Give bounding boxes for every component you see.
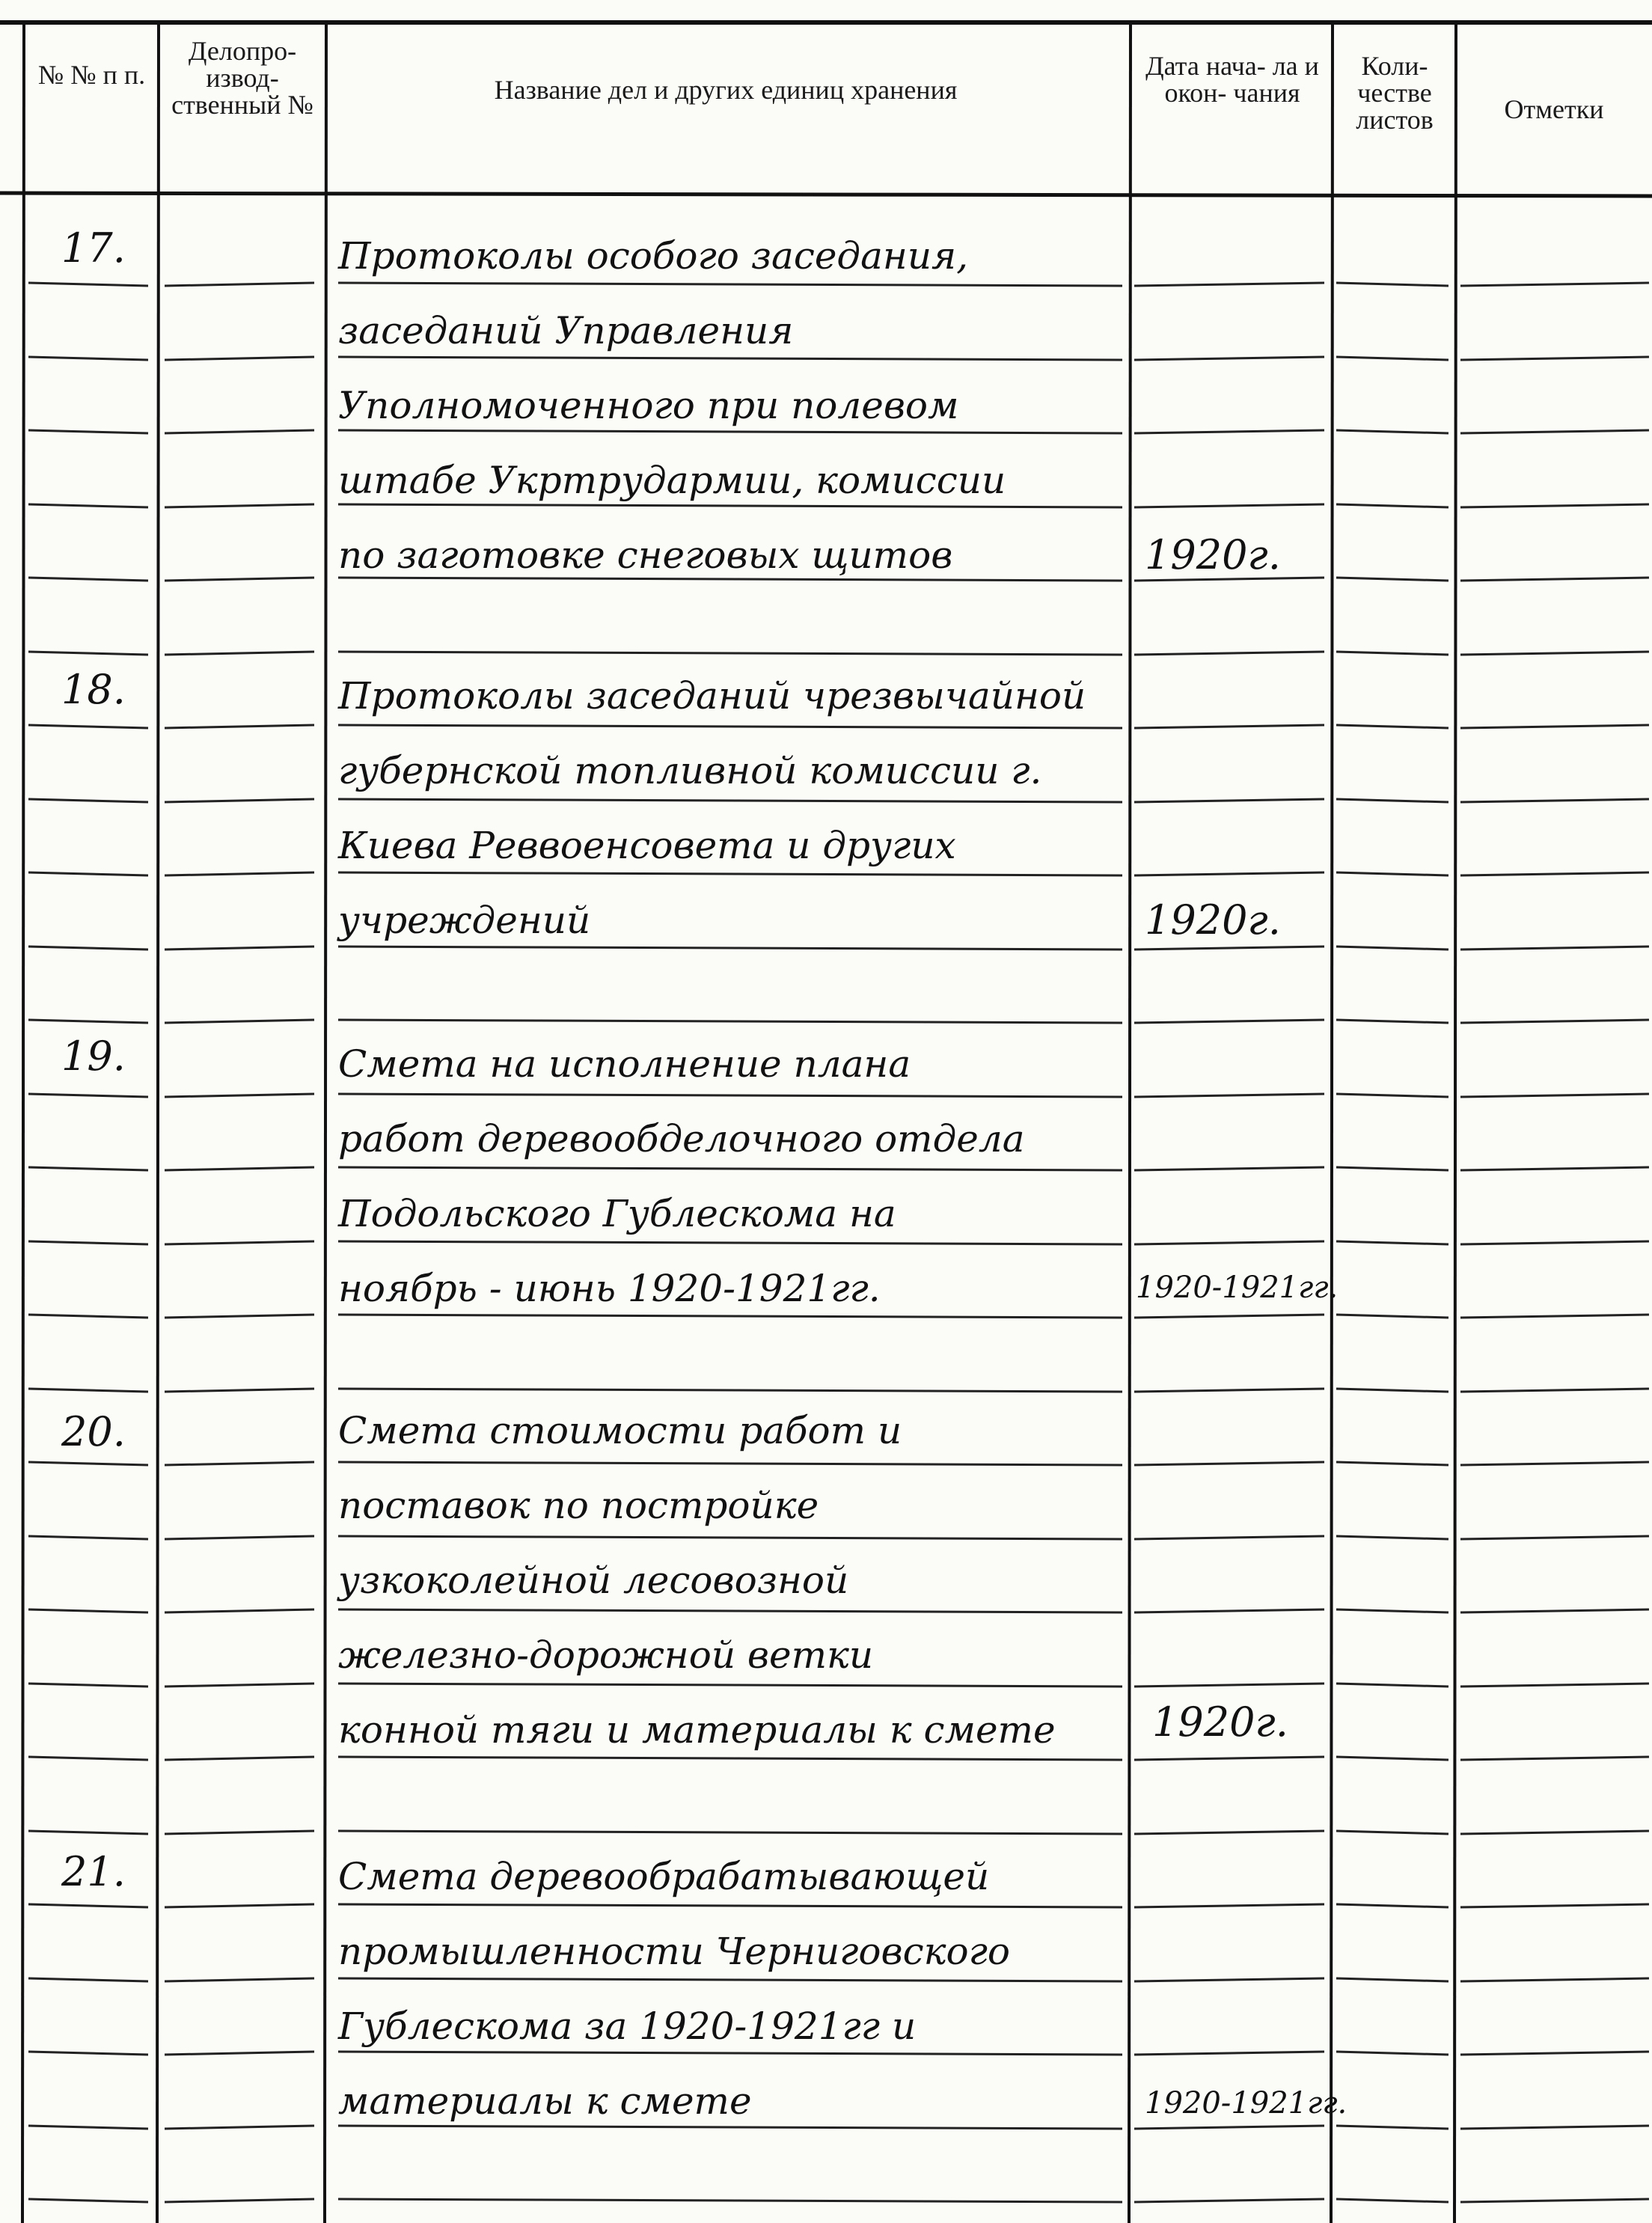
ruled-line — [1134, 1978, 1324, 1981]
ruled-line — [1336, 2052, 1448, 2055]
ruled-line — [1460, 1094, 1649, 1097]
ruled-line — [28, 1684, 148, 1687]
ruled-line — [338, 1831, 1122, 1834]
header-notes — [1460, 96, 1648, 123]
ruled-line — [1460, 1241, 1649, 1244]
record-date: 1920г. — [1152, 1698, 1288, 1746]
ruled-line — [28, 1757, 148, 1760]
ruled-line — [1134, 725, 1324, 728]
ruled-line — [165, 1389, 314, 1392]
ruled-line — [165, 725, 314, 728]
ruled-line — [338, 1978, 1122, 1981]
record-date: 1920-1921гг. — [1136, 1270, 1339, 1305]
ruled-line — [1336, 1831, 1448, 1834]
header-title — [389, 60, 1062, 120]
record-line: по заготовке снеговых щитов — [338, 533, 953, 577]
ruled-line — [1134, 1167, 1324, 1170]
record-line: железно-дорожной ветки — [338, 1633, 874, 1677]
record-line: Гублескома за 1920-1921гг и — [338, 2005, 917, 2048]
ruled-line — [1460, 1831, 1649, 1834]
record-line: Смета деревообрабатывающей — [338, 1855, 990, 1898]
ruled-line — [1336, 1167, 1448, 1170]
header-sheets-label: Коли- честве листов — [1356, 51, 1434, 135]
ruled-line — [1336, 1315, 1448, 1318]
ruled-line — [28, 799, 148, 802]
ruled-line — [338, 1389, 1122, 1392]
ruled-line — [1134, 1094, 1324, 1097]
ruled-line — [1460, 1536, 1649, 1539]
ruled-line — [1460, 1167, 1649, 1170]
record-line: ноябрь - июнь 1920-1921гг. — [338, 1267, 881, 1310]
ruled-line — [165, 872, 314, 875]
ruled-line — [1460, 504, 1649, 507]
ruled-line — [1336, 1609, 1448, 1612]
record-number: 19. — [61, 1033, 126, 1080]
ruled-line — [28, 2126, 148, 2129]
ruled-line — [165, 1020, 314, 1023]
ruled-line — [1460, 1978, 1649, 1981]
ruled-line — [1134, 947, 1324, 950]
ruled-line — [1336, 1684, 1448, 1687]
ruled-line — [28, 652, 148, 655]
ruled-line — [338, 2199, 1122, 2202]
record-line: губернской топливной комиссии г. — [338, 749, 1042, 792]
ruled-line — [1460, 1609, 1649, 1612]
ruled-line — [338, 725, 1122, 728]
header-sheets — [1336, 52, 1453, 133]
ruled-line — [165, 1978, 314, 1981]
ruled-line — [165, 799, 314, 802]
ruled-line — [165, 1462, 314, 1465]
ruled-line — [28, 1462, 148, 1465]
record-line: Подольского Гублескома на — [338, 1192, 896, 1235]
ruled-line — [1336, 725, 1448, 728]
header-number-label: № № п п. — [37, 60, 146, 90]
ruled-line — [1134, 652, 1324, 655]
ruled-line — [338, 1315, 1122, 1318]
ruled-line — [28, 1389, 148, 1392]
ruled-line — [1336, 799, 1448, 802]
ruled-line — [28, 283, 148, 286]
ruled-line — [338, 2052, 1122, 2055]
ruled-line — [165, 357, 314, 360]
ruled-line — [1134, 1609, 1324, 1612]
record-line: конной тяги и материалы к смете — [338, 1708, 1056, 1752]
ruled-line — [28, 430, 148, 433]
ruled-line — [1460, 652, 1649, 655]
ruled-line — [1460, 1757, 1649, 1760]
ruled-line — [1336, 1020, 1448, 1023]
record-line: поставок по постройке — [338, 1484, 819, 1527]
ruled-line — [28, 2199, 148, 2202]
record-line: Смета стоимости работ и — [338, 1409, 902, 1452]
ruled-line — [1460, 1389, 1649, 1392]
ruled-line — [28, 1978, 148, 1981]
header-number — [30, 61, 153, 88]
ruled-line — [1460, 1462, 1649, 1465]
header-office-number-label: Делопро- извод- ственный № — [171, 36, 313, 120]
ruled-line — [1134, 1831, 1324, 1834]
ruled-line — [1134, 430, 1324, 433]
ruled-line — [1134, 504, 1324, 507]
record-line: Протоколы заседаний чрезвычайной — [338, 674, 1086, 718]
record-line: узкоколейной лесовозной — [338, 1559, 849, 1602]
record-line: заседаний Управления — [338, 309, 794, 352]
ruled-line — [1460, 1684, 1649, 1687]
ruled-line — [1336, 2199, 1448, 2202]
ruled-line — [165, 1757, 314, 1760]
header-office-number — [163, 37, 322, 118]
ruled-line — [165, 578, 314, 581]
ruled-line — [1336, 283, 1448, 286]
ruled-line — [338, 652, 1122, 655]
ruled-line — [1460, 2052, 1649, 2055]
header-notes-label: Отметки — [1504, 94, 1604, 124]
header-title-label: Название дел и других единиц хранения — [494, 75, 958, 105]
ruled-line — [1134, 283, 1324, 286]
ruled-line — [1336, 1389, 1448, 1392]
ruled-line — [165, 1831, 314, 1834]
ruled-line — [1336, 1462, 1448, 1465]
ruled-line — [165, 652, 314, 655]
record-line: штабе Укртрудармии, комиссии — [338, 459, 1006, 502]
ruled-line — [338, 1609, 1122, 1612]
ruled-line — [1336, 872, 1448, 875]
ruled-line — [165, 283, 314, 286]
ruled-line — [1134, 1020, 1324, 1023]
ruled-line — [165, 1609, 314, 1612]
ruled-line — [165, 947, 314, 950]
ruled-line — [28, 872, 148, 875]
ruled-line — [1336, 504, 1448, 507]
ruled-line — [28, 578, 148, 581]
ruled-line — [165, 1094, 314, 1097]
ruled-line — [1134, 1684, 1324, 1687]
ruled-line — [338, 2126, 1122, 2129]
ruled-line — [28, 1831, 148, 1834]
ruled-line — [338, 1094, 1122, 1097]
ruled-line — [1460, 430, 1649, 433]
ruled-line — [1336, 1241, 1448, 1244]
ruled-line — [165, 2052, 314, 2055]
record-date: 1920г. — [1145, 531, 1281, 578]
ruled-line — [338, 1167, 1122, 1170]
record-line: промышленности Черниговского — [338, 1930, 1010, 1973]
ruled-line — [1134, 799, 1324, 802]
record-line: Протоколы особого заседания, — [338, 234, 969, 278]
ruled-line — [1336, 578, 1448, 581]
ruled-line — [1460, 283, 1649, 286]
ruled-line — [338, 1904, 1122, 1907]
ruled-line — [1460, 578, 1649, 581]
record-line: Уполномоченного при полевом — [338, 384, 959, 427]
ruled-line — [338, 1020, 1122, 1023]
ruled-line — [165, 1904, 314, 1907]
ruled-line — [165, 1536, 314, 1539]
record-number: 21. — [61, 1848, 126, 1895]
ruled-line — [1134, 1904, 1324, 1907]
record-date: 1920-1921гг. — [1145, 2086, 1347, 2120]
record-line: материалы к смете — [338, 2079, 752, 2123]
ruled-line — [165, 2126, 314, 2129]
ruled-line — [28, 1315, 148, 1318]
ruled-line — [1460, 872, 1649, 875]
ruled-line — [1134, 2199, 1324, 2202]
ruled-line — [1134, 2126, 1324, 2129]
ruled-line — [165, 2199, 314, 2202]
ruled-line — [1336, 1536, 1448, 1539]
ruled-line — [28, 357, 148, 360]
header-dates-label: Дата нача- ла и окон- чания — [1145, 51, 1319, 108]
ruled-line — [28, 1536, 148, 1539]
ruled-line — [338, 1684, 1122, 1687]
ruled-line — [1134, 1389, 1324, 1392]
ruled-line — [28, 1904, 148, 1907]
ruled-line — [1134, 1315, 1324, 1318]
ruled-line — [165, 430, 314, 433]
ruled-line — [1336, 1978, 1448, 1981]
ruled-line — [165, 504, 314, 507]
ruled-line — [165, 1241, 314, 1244]
ruled-line — [165, 1684, 314, 1687]
ruled-line — [1336, 1757, 1448, 1760]
ruled-line — [338, 504, 1122, 507]
ruled-line — [1336, 652, 1448, 655]
ruled-line — [338, 872, 1122, 875]
ruled-line — [1134, 1462, 1324, 1465]
ruled-line — [1336, 947, 1448, 950]
ruled-line — [28, 2052, 148, 2055]
ruled-line — [28, 1241, 148, 1244]
record-number: 18. — [61, 666, 126, 713]
ruled-line — [1134, 357, 1324, 360]
record-line: работ деревообделочного отдела — [338, 1117, 1025, 1161]
header-dates — [1136, 52, 1329, 106]
ruled-line — [28, 1167, 148, 1170]
ruled-line — [1336, 430, 1448, 433]
ruled-line — [28, 947, 148, 950]
ruled-line — [1460, 725, 1649, 728]
ruled-line — [1134, 872, 1324, 875]
ruled-line — [1336, 357, 1448, 360]
ruled-line — [1460, 2199, 1649, 2202]
ruled-line — [28, 504, 148, 507]
record-date: 1920г. — [1145, 896, 1281, 944]
ruled-line — [165, 1167, 314, 1170]
ruled-line — [1134, 2052, 1324, 2055]
ruled-line — [338, 1757, 1122, 1760]
ruled-line — [28, 1094, 148, 1097]
ruled-line — [28, 725, 148, 728]
ruled-line — [1134, 1757, 1324, 1760]
ruled-line — [1460, 947, 1649, 950]
ruled-line — [338, 947, 1122, 950]
ruled-line — [338, 430, 1122, 433]
ruled-line — [1460, 2126, 1649, 2129]
ruled-line — [1460, 1020, 1649, 1023]
ruled-line — [1134, 1536, 1324, 1539]
record-number: 17. — [61, 224, 126, 272]
ruled-line — [28, 1020, 148, 1023]
ruled-line — [1336, 1094, 1448, 1097]
ruled-line — [338, 1536, 1122, 1539]
ruled-line — [338, 578, 1122, 581]
ruled-line — [1134, 1241, 1324, 1244]
ruled-line — [1336, 2126, 1448, 2129]
record-line: Смета на исполнение плана — [338, 1042, 911, 1086]
ruled-line — [338, 1462, 1122, 1465]
ruled-line — [338, 1241, 1122, 1244]
ruled-line — [165, 1315, 314, 1318]
record-number: 20. — [61, 1408, 126, 1455]
ruled-line — [28, 1609, 148, 1612]
ruled-line — [338, 799, 1122, 802]
ruled-line — [338, 283, 1122, 286]
ruled-line — [338, 357, 1122, 360]
ruled-line — [1336, 1904, 1448, 1907]
record-line: Киева Реввоенсовета и других — [338, 824, 956, 867]
record-line: учреждений — [338, 899, 591, 942]
ruled-line — [1460, 799, 1649, 802]
ruled-line — [1460, 1904, 1649, 1907]
ruled-line — [1460, 1315, 1649, 1318]
ruled-line — [1460, 357, 1649, 360]
